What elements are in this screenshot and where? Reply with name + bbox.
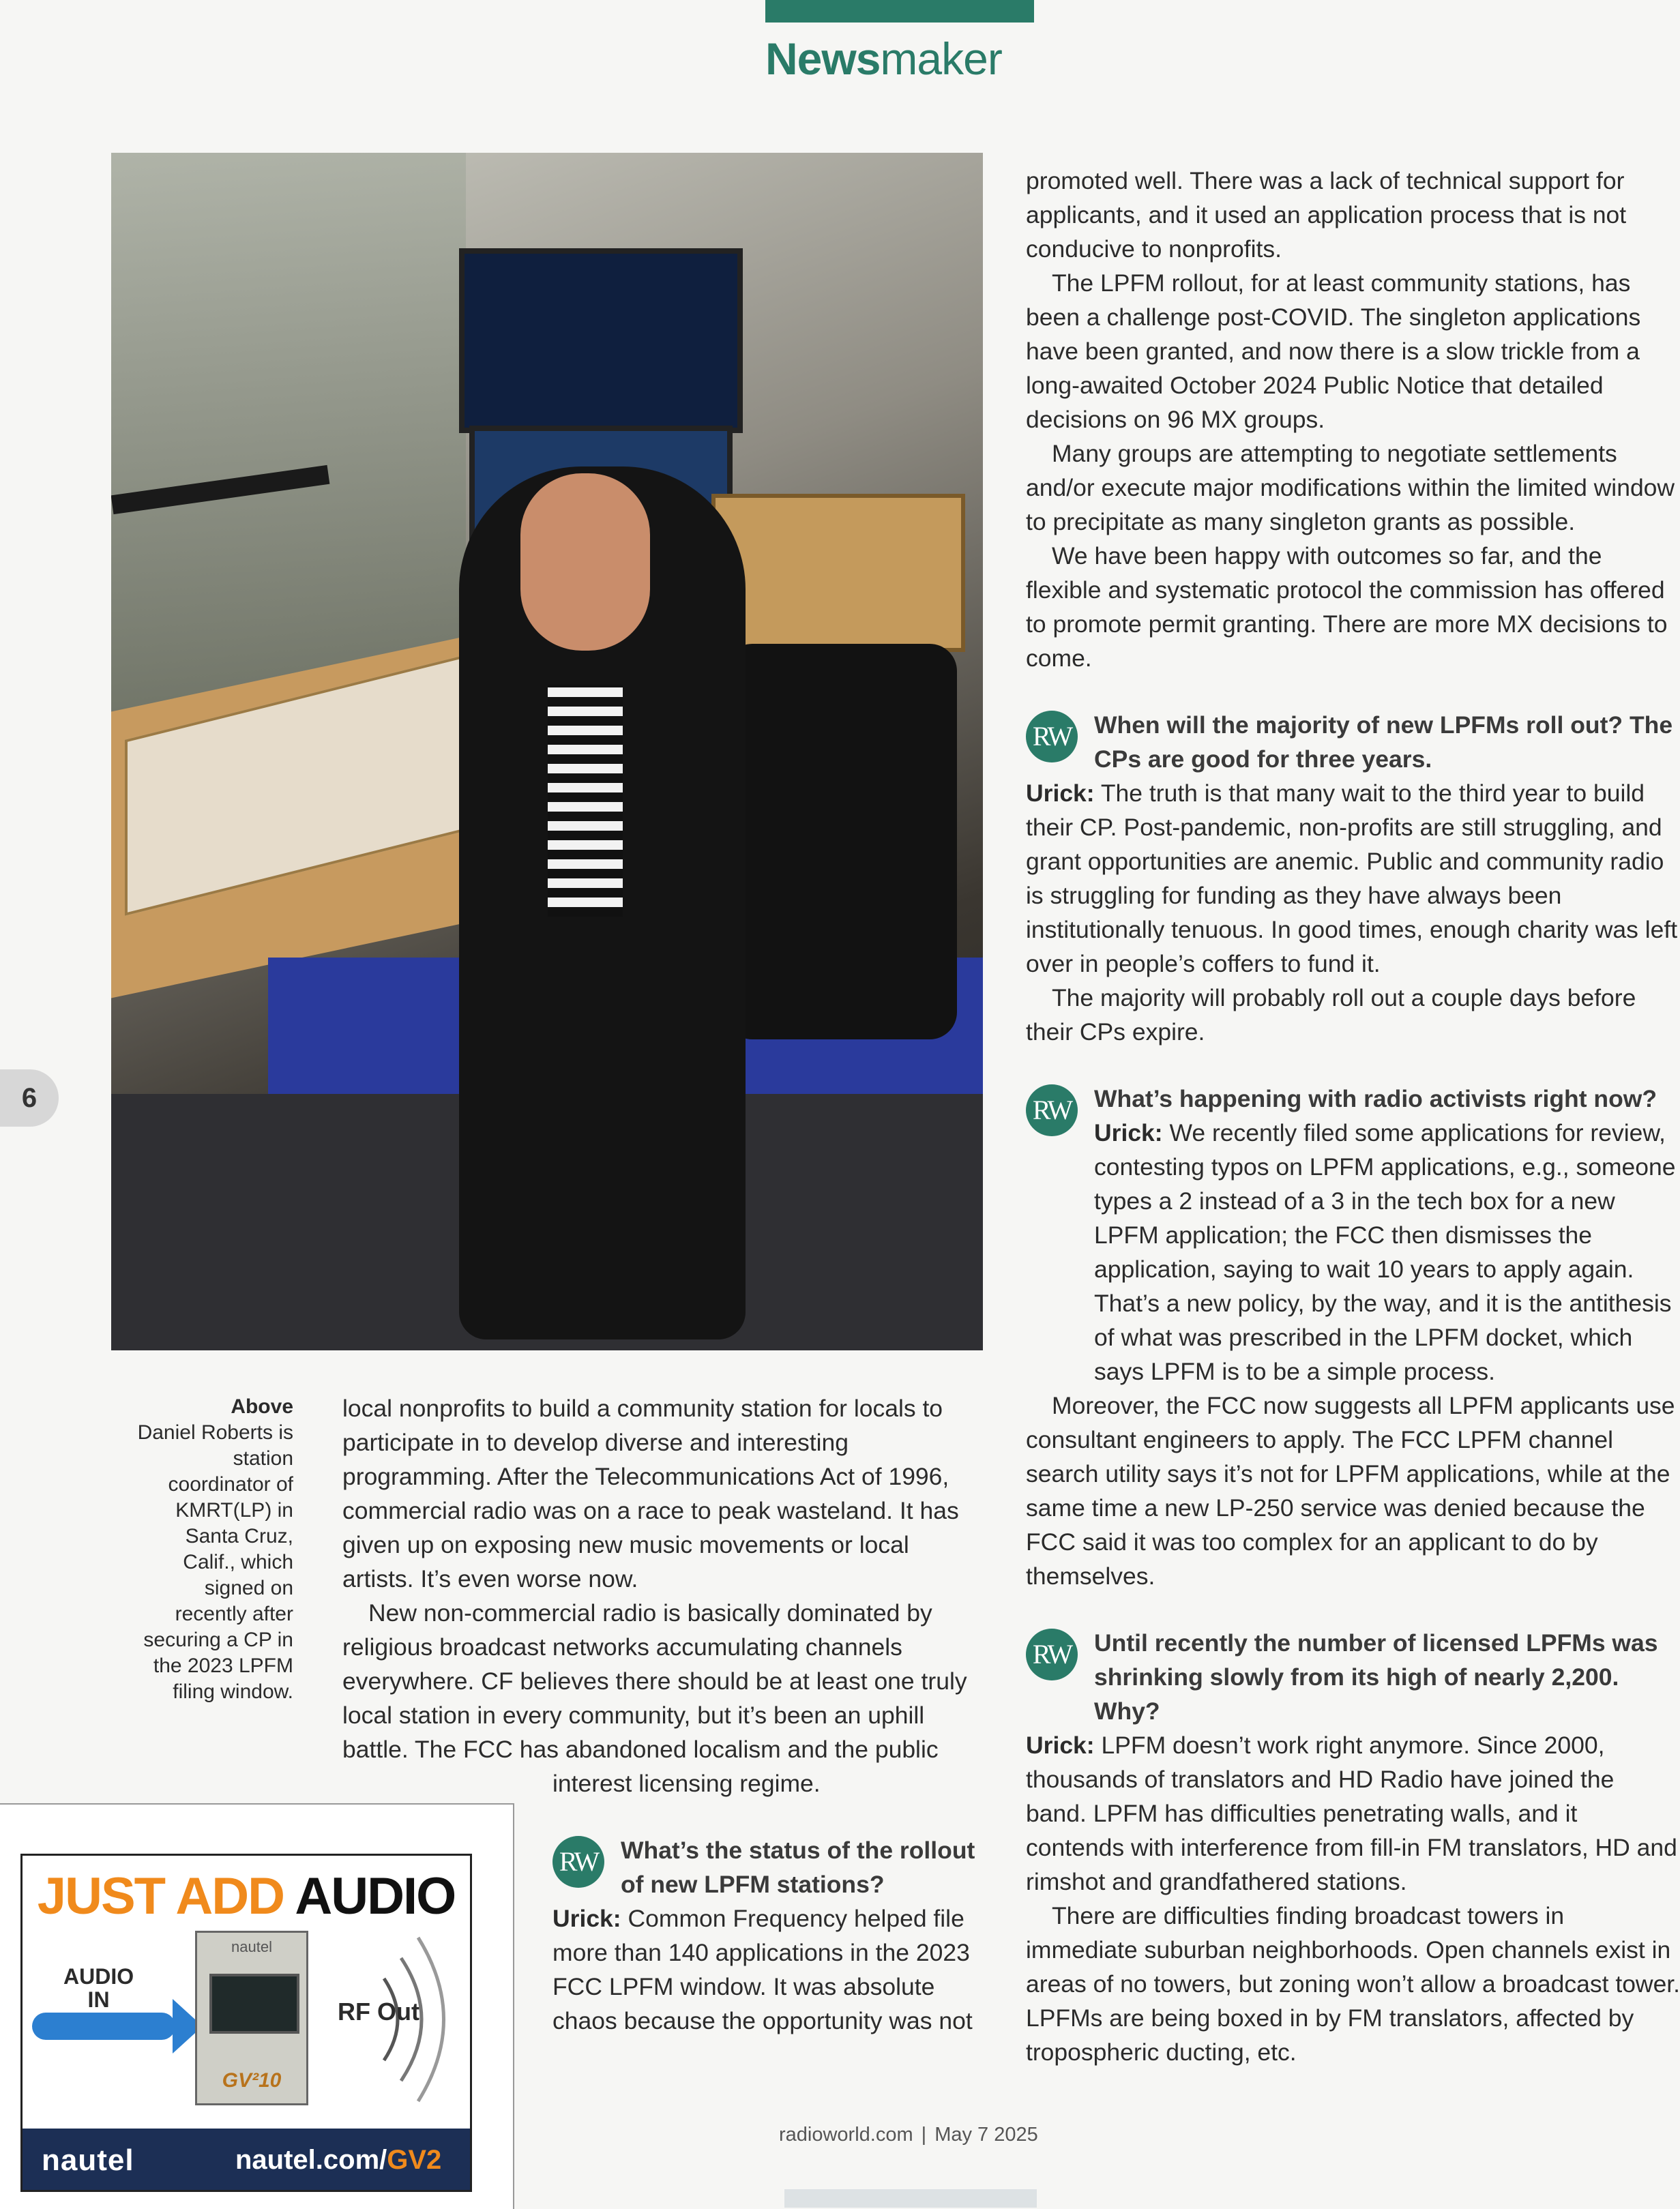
paragraph: Moreover, the FCC now suggests all LPFM applicants use consultant engineers to apply. The FCC LPFM channel search utility says it’s not for LPFM applications, while at the same time a new LP-250 service was denied because the FCC said it was too complex for an applicant to do by themselves. — [1026, 1392, 1675, 1590]
speaker-label: Urick: — [1094, 1119, 1163, 1146]
ethernet-cable-icon — [32, 2013, 175, 2040]
question — [552, 1833, 989, 1901]
paragraph: promoted well. There was a lack of technical support for applicants, and it used an application process that is not conducive to nonprofits. — [1026, 167, 1627, 263]
transmitter-device-image — [195, 1931, 308, 2105]
paragraph-end — [552, 1766, 989, 1800]
question — [1026, 708, 1680, 776]
paragraph: Many groups are attempting to negotiate settlements and/or execute major modifications within the limited window to precipitate as many singleton grants as possible. — [1026, 440, 1675, 535]
rw-badge-icon: RW — [552, 1836, 604, 1888]
paragraph: There are difficulties finding broadcast towers in immediate suburban neighborhoods. Open channels exist in areas of no towers, but zoning won’t allow a broadcast tower. LPFMs are being boxed in by FM translators, affected by tropospheric ducting, etc. — [1026, 1902, 1680, 2066]
caption-label: Above — [231, 1395, 293, 1418]
rw-badge-icon: RW — [1026, 1629, 1078, 1680]
ad-url-main: nautel.com/ — [235, 2145, 387, 2175]
paragraph: New non-commercial radio is basically dominated by religious broadcast networks accumulating channels everywhere. CF believes there should be at least one truly local station in every community, but it’s been an uphill battle. The FCC has abandoned localism and the public — [342, 1599, 967, 1763]
ad-footer — [23, 2129, 470, 2190]
ad-title-orange: JUST ADD — [37, 1867, 284, 1925]
photo-equipment-rack — [711, 494, 965, 652]
paragraph-end-text: interest licensing regime. — [552, 1770, 821, 1797]
question — [1026, 1626, 1680, 1728]
footer-separator: | — [921, 2124, 927, 2146]
paragraph: We have been happy with outcomes so far, and the flexible and systematic protocol the commission has offered to promote permit granting. There are more MX decisions to come. — [1026, 542, 1668, 672]
photo-face — [520, 473, 650, 651]
bottom-tab-bar — [784, 2189, 1037, 2208]
top-accent-bar — [765, 0, 1034, 23]
nautel-advertisement[interactable] — [0, 1803, 514, 2209]
photo-window — [111, 153, 466, 712]
speaker-label: Urick: — [552, 1905, 621, 1932]
feature-photo — [111, 153, 983, 1350]
paragraph: The LPFM rollout, for at least community stations, has been a challenge post-COVID. The singleton applications have been granted, and now there is a slow trickle from a long-awaited October 2024 Public Notice that detailed decisions on 96 MX groups. — [1026, 269, 1641, 433]
photo-monitor-top — [459, 248, 743, 433]
answer-text: We recently filed some applications for review, contesting typos on LPFM applications, e.g., someone types a 2 instead of a 3 in the tech box for a new LPFM application; the FCC then dismisses the application, saying to wait 10 years to apply again. That’s a new policy, by the way, and it is the antithesis of what was prescribed in the LPFM docket, which says LPFM is to be a simple process. — [1094, 1119, 1676, 1385]
footer-site: radioworld.com — [779, 2124, 913, 2146]
article-column-2 — [1026, 164, 1680, 2069]
paragraph: local nonprofits to build a community station for locals to participate in to develop diverse and interesting programming. After the Telecommunications Act of 1996, commercial radio was on a race to peak wasteland. It has given up on exposing new music movements or local artists. It’s even worse now. — [342, 1395, 959, 1592]
answer — [552, 1901, 989, 2038]
device-model: GV²10 — [222, 2069, 282, 2092]
question-text: When will the majority of new LPFMs roll out? The CPs are good for three years. — [1094, 711, 1673, 773]
ad-audio-in-line2: IN — [87, 1987, 110, 2012]
question-text: Until recently the number of licensed LPFMs was shrinking slowly from its high of nearly 2,200. Why? — [1094, 1629, 1658, 1725]
ad-title — [23, 1867, 470, 1926]
speaker-label: Urick: — [1026, 1732, 1095, 1759]
ad-frame — [20, 1854, 472, 2192]
ad-rf-out-label: RF Out — [338, 1998, 419, 2026]
paragraph: The majority will probably roll out a couple days before their CPs expire. — [1026, 984, 1636, 1046]
question — [1026, 1082, 1680, 1125]
ad-title-black: AUDIO — [295, 1867, 456, 1925]
footer-date: May 7 2025 — [934, 2124, 1038, 2146]
answer — [1026, 1728, 1680, 1899]
answer — [1026, 776, 1680, 981]
question-text: What’s the status of the rollout of new LPFM stations? — [621, 1837, 975, 1898]
rw-badge-icon: RW — [1026, 711, 1078, 762]
answer-text: Common Frequency helped file more than 140 applications in the 2023 FCC LPFM window. It was absolute chaos because the opportunity was not — [552, 1905, 973, 2034]
photo-striped-shirt — [548, 685, 623, 917]
page-number: 6 — [0, 1069, 59, 1127]
section-header — [765, 33, 1038, 85]
answer-text: LPFM doesn’t work right anymore. Since 2000, thousands of translators and HD Radio have joined the band. LPFM has difficulties penetrating walls, and it contends with interference from fill-in FM translators, HD and rimshot and grandfathered stations. — [1026, 1732, 1677, 1895]
photo-caption — [130, 1394, 293, 1705]
ad-url-link[interactable] — [235, 2145, 441, 2176]
article-column-1b — [552, 1833, 989, 2038]
rw-badge-icon: RW — [1026, 1084, 1078, 1136]
section-header-rest: maker — [880, 33, 1002, 84]
page-footer — [779, 2124, 1038, 2146]
ad-audio-in-line1: AUDIO — [63, 1964, 134, 1989]
section-header-bold: News — [765, 33, 881, 84]
answer-text: The truth is that many wait to the third year to build their CP. Post-pandemic, non-profits are still struggling, and grant opportunities are anemic. Public and community radio is struggling for funding as they have always been institutionally tenuous. In good times, enough charity was left over in people’s coffers to fund it. — [1026, 780, 1678, 977]
answer — [1026, 1116, 1680, 1389]
caption-text: Daniel Roberts is station coordinator of KMRT(LP) in Santa Cruz, Calif., which signed on recently after securing a CP in the 2023 LPFM filing window. — [137, 1421, 293, 1703]
device-screen — [209, 1974, 299, 2034]
article-column-1 — [342, 1391, 984, 1766]
photo-chair — [725, 644, 957, 1039]
nautel-logo: nautel — [42, 2144, 134, 2177]
ad-url-highlight: GV2 — [387, 2145, 442, 2175]
ad-audio-in-label — [63, 1965, 134, 2011]
speaker-label: Urick: — [1026, 780, 1095, 807]
device-brand: nautel — [231, 1938, 272, 1955]
question-text: What’s happening with radio activists right now? — [1094, 1085, 1657, 1112]
